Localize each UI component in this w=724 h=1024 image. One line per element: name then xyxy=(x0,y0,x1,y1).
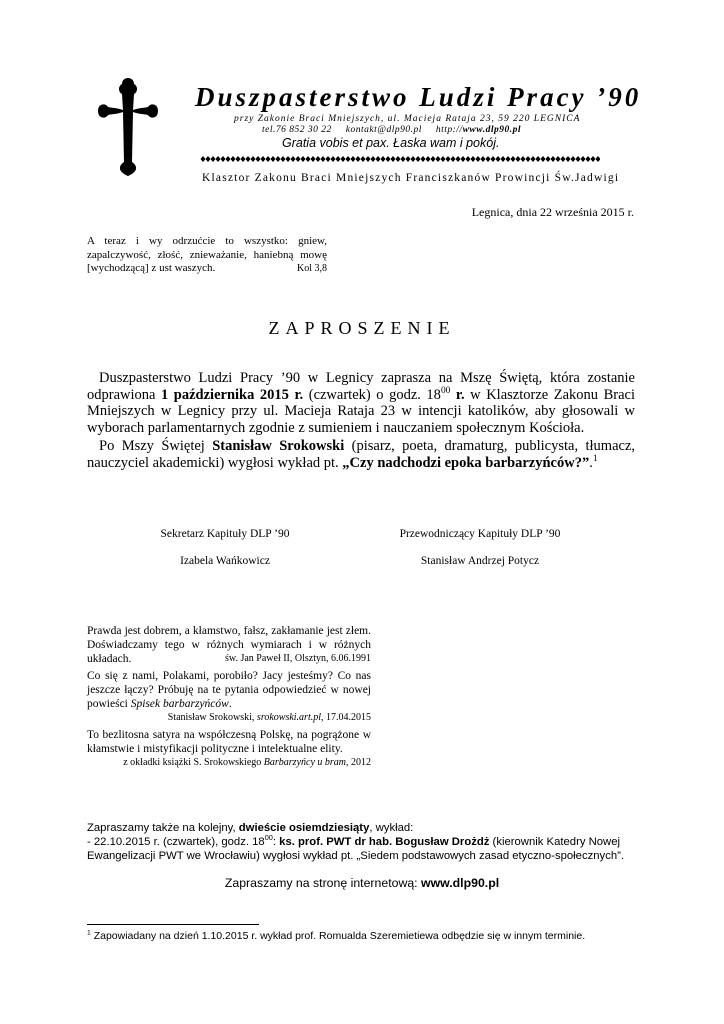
quote-source: św. Jan Paweł II, Olsztyn, 6.06.1991 xyxy=(224,653,371,664)
org-email: kontakt@dlp90.pl xyxy=(345,125,422,135)
secretary-name: Izabela Wańkowicz xyxy=(180,555,270,567)
quote-item: Co się z nami, Polakami, porobiło? Jacy jesteśmy? Co nas jeszcze łączy? Próbuję na te pytania odpowiedzieć w nowej powieści Spisek barbarzyńców. Stanisław Srokowski, srokowski.art.pl, 17.04.2015 xyxy=(87,670,371,723)
quote-item: To bezlitosna satyra na współczesną Polskę, na pogrążone w kłamstwie i mistyfikacji polityczne i intelektualne elity. z okładki książki S. Srokowskiego Barbarzyńcy u bram, 2012 xyxy=(87,729,371,768)
quote-source: Stanisław Srokowski, srokowski.art.pl, 17.04.2015 xyxy=(167,712,371,723)
website-link[interactable]: www.dlp90.pl xyxy=(421,876,500,890)
monastery-line: Klasztor Zakonu Braci Mniejszych Franciszkanów Prowincji Św.Jadwigi xyxy=(202,172,620,184)
org-title: Duszpasterstwo Ludzi Pracy ’90 xyxy=(195,82,642,112)
footnote-divider xyxy=(87,924,259,925)
footnote: $^1$ Zapowiadany na dzień 1.10.2015 r. wykład prof. Romualda Szeremietiewa odbędzie się w innym terminie. xyxy=(87,929,586,942)
website-line: Zapraszamy na stronę internetową: www.dlp90.pl xyxy=(224,876,500,890)
quote-item: Prawda jest dobrem, a kłamstwo, fałsz, zakłamanie jest złem. Doświadczamy tego w różnych wymiarach i w różnych układach. św. Jan Paweł II, Olsztyn, 6.06.1991 xyxy=(87,625,371,665)
invite-line-1: Zapraszamy także na kolejny, dwieście osiemdziesiąty, wykład: xyxy=(87,822,414,834)
quotes-block xyxy=(87,624,371,773)
lecture-title: „Czy nadchodzi epoka barbarzyńców?” xyxy=(342,455,590,471)
cross-icon xyxy=(88,70,168,182)
page-heading: ZAPROSZENIE xyxy=(268,318,456,338)
next-lecture-invite xyxy=(87,821,635,863)
org-website[interactable]: http://www.dlp90.pl xyxy=(435,125,522,135)
letter-date: Legnica, dnia 22 września 2015 r. xyxy=(471,205,634,219)
quote-source: z okładki książki S. Srokowskiego Barbarzyńcy u bram, 2012 xyxy=(123,757,371,768)
lecturer-name: Stanisław Srokowski xyxy=(212,438,345,454)
org-address: przy Zakonie Braci Mniejszych, ul. Macieja Rataja 23, 59 220 LEGNICA xyxy=(234,114,581,124)
diamond-divider xyxy=(200,155,600,163)
footnote-ref: 1 xyxy=(592,454,598,465)
chairman-name: Stanisław Andrzej Potycz xyxy=(420,555,540,567)
paragraph-mass: Duszpasterstwo Ludzi Pracy ’90 w Legnicy zaprasza na Mszę Świętą, która zostanie odprawiona 1 października 2015 r. (czwartek) o godz. $18^{00}$ r. w Klasztorze Zakonu Braci Mniejszych w Legnicy przy ul. Macieja Rataja 23 w intencji katolików, aby głosowali w wyborach parlamentarnych zgodnie z sumieniem i nauczaniem społecznym Kościoła. xyxy=(87,370,635,436)
org-phone: tel.76 852 30 22 xyxy=(262,125,332,135)
chairman-role: Przewodniczący Kapituły DLP ’90 xyxy=(399,528,561,540)
bible-quote-text: A teraz i wy odrzućcie to wszystko: gniew, zapalczywość, złość, znieważanie, haniebną mowę [wychodzącą] z ust waszych. xyxy=(87,235,327,274)
invite-line-2: - 22.10.2015 r. (czwartek), godz. $18^{00}$: ks. prof. PWT dr hab. Bogusław Drożdż (kierownik Katedry Nowej Ewangelizacji PWT we Wrocławiu) wygłosi wykład pt. „Siedem podstawowych zasad etyczno-społecznych”. xyxy=(87,833,625,862)
bible-quote xyxy=(87,235,327,276)
org-contact xyxy=(262,125,521,135)
bible-quote-ref: Kol 3,8 xyxy=(297,263,327,274)
motto: Gratia vobis et pax. Łaska wam i pokój. xyxy=(282,136,500,150)
invitation-body xyxy=(87,370,635,472)
paragraph-lecture: Po Mszy Świętej Stanisław Srokowski (pisarz, poeta, dramaturg, publicysta, tłumacz, nauczyciel akademicki) wygłosi wykład pt. „Czy nadchodzi epoka barbarzyńców?”.$^1$ xyxy=(87,438,636,471)
secretary-role: Sekretarz Kapituły DLP ’90 xyxy=(160,528,290,540)
